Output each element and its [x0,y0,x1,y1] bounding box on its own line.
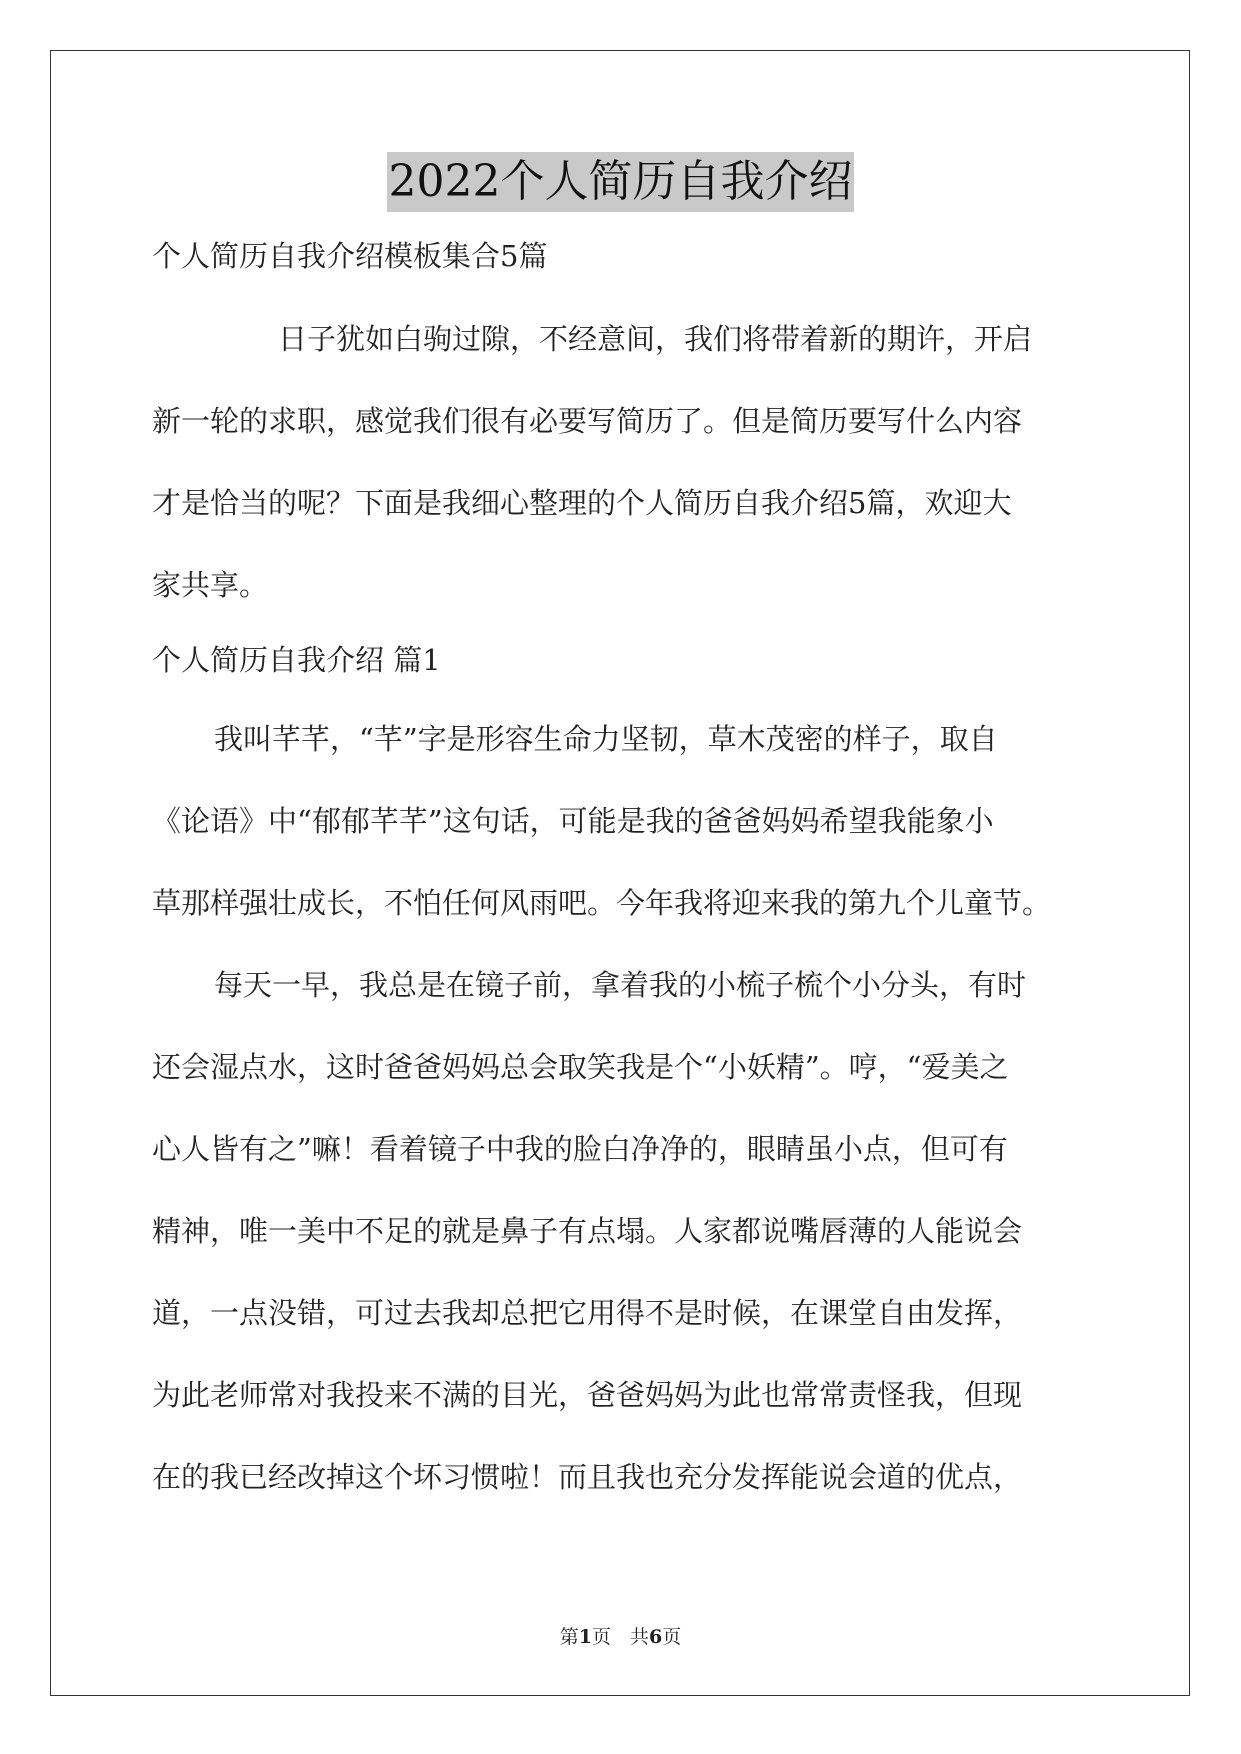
paragraph-line: 还会湿点水，这时爸爸妈妈总会取笑我是个“小妖精”。哼，“爱美之 [152,1050,1009,1084]
page-footer [0,1622,1241,1649]
intro-paragraph [152,298,1092,626]
intro-line: 才是恰当的呢？下面是我细心整理的个人简历自我介绍5篇，欢迎大 [152,486,1012,520]
paragraph-line: 在的我已经改掉这个坏习惯啦！而且我也充分发挥能说会道的优点， [152,1460,1023,1494]
paragraph-line: 我叫芊芊，“芊”字是形容生命力坚韧，草木茂密的样子，取自 [214,722,998,756]
section-heading: 个人简历自我介绍 篇1 [152,643,441,677]
paragraph-line: 精神，唯一美中不足的就是鼻子有点塌。人家都说嘴唇薄的人能说会 [152,1214,1023,1248]
paragraph-line: 《论语》中“郁郁芊芊”这句话，可能是我的爸爸妈妈希望我能象小 [152,804,994,838]
paragraph-line: 为此老师常对我投来不满的目光，爸爸妈妈为此也常常责怪我，但现 [152,1378,1023,1412]
page-prefix: 第 [559,1626,579,1648]
intro-line: 家共享。 [152,568,269,602]
document-subtitle: 个人简历自我介绍模板集合5篇 [152,239,548,273]
intro-line: 日子犹如白驹过隙，不经意间，我们将带着新的期许，开启 [278,322,1033,356]
document-body [152,236,1092,1518]
paragraph-line: 每天一早，我总是在镜子前，拿着我的小梳子梳个小分头，有时 [214,968,1027,1002]
paragraph-2 [152,944,1092,1518]
page-total: 6 [649,1626,663,1648]
paragraph-line: 草那样强壮成长，不怕任何风雨吧。今年我将迎来我的第九个儿童节。 [152,886,1052,920]
page-mid: 页 共 [591,1626,649,1648]
document-title: 2022个人简历自我介绍 [387,152,855,212]
paragraph-line: 道，一点没错，可过去我却总把它用得不是时候，在课堂自由发挥， [152,1296,1023,1330]
title-container [0,152,1241,212]
page-current: 1 [578,1626,592,1648]
paragraph-1 [152,698,1092,944]
intro-line: 新一轮的求职，感觉我们很有必要写简历了。但是简历要写什么内容 [152,404,1023,438]
page-suffix: 页 [662,1626,682,1648]
paragraph-line: 心人皆有之”嘛！看着镜子中我的脸白净净的，眼睛虽小点，但可有 [152,1132,1008,1166]
